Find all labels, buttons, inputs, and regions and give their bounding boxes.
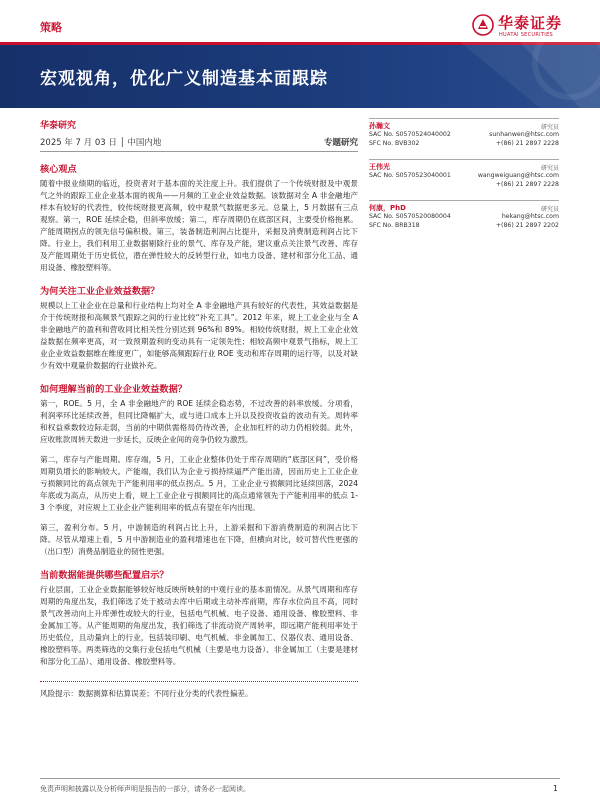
main-column xyxy=(40,118,358,700)
section-paragraph: 规模以上工业企业在总量和行业结构上均对全 A 非金融地产具有较好的代表性，其效益数据是介于传统财报和高频景气跟踪之间的行业比较“补充工具”。2012 年来，规上工业企业与全 A 非金融地产的盈利和营收同比相关性分别达到 96%和 89%。相较传统财报，规上工业企业效益数据在频率更高，对一致预期盈利的变动具有一定领先性；相较高频中观景气指标，规上工业企业效益数据维在维度更广，如能够高频跟踪行业 ROE 变动和库存周期的运行等，以及对缺少有效中观量价数据的行业做补充。 xyxy=(40,301,358,370)
logo-en-text: HUATAI SECURITIES xyxy=(499,32,553,38)
page-number: 1 xyxy=(553,784,558,793)
research-label: 华泰研究 xyxy=(40,121,77,131)
analyst-role: 研究员 xyxy=(540,165,559,172)
section-paragraph: 第三，盈利分布。5 月，中游制造的利润占比上升，上游采掘和下游消费制造的利润占比下降。尽管从增速上看，5 月中游制造业的盈利增速也在下降，但横向对比，较可替代性更强的（出口型）消费品制造业的韧性更强。 xyxy=(40,523,358,556)
analyst-sfc: SFC No. BVB302 xyxy=(369,140,420,147)
page-title: 宏观视角，优化广义制造基本面跟踪 xyxy=(40,69,328,89)
report-category-tag: 策略 xyxy=(40,21,62,34)
report-date-region: 2025 年 7 月 03 日 │ 中国内地 xyxy=(40,138,162,148)
footer-divider xyxy=(40,778,560,779)
huatai-logo xyxy=(472,12,597,42)
analyst-phone: +(86) 21 2897 2228 xyxy=(495,181,559,188)
footer-disclaimer: 免责声明和披露以及分析师声明是报告的一部分，请务必一起阅读。 xyxy=(40,785,250,793)
analyst-sfc: SFC No. BRB318 xyxy=(369,222,420,229)
title-banner xyxy=(0,42,600,108)
analyst-card xyxy=(369,159,559,190)
analyst-role: 研究员 xyxy=(540,124,559,131)
banner-decoration xyxy=(340,42,600,108)
analyst-sidebar xyxy=(369,118,559,241)
section-heading-why: 为何关注工业企业效益数据？ xyxy=(40,286,160,297)
analyst-sac: SAC No. S0570520080004 xyxy=(369,213,451,220)
analyst-email[interactable]: hekang@htsc.com xyxy=(501,213,559,220)
meta-row xyxy=(40,136,358,152)
analyst-card xyxy=(369,118,559,149)
report-type: 专题研究 xyxy=(323,138,358,148)
analyst-name: 孙瀚文 xyxy=(369,122,390,130)
section-paragraph: 第一，ROE。5 月，全 A 非金融地产的 ROE 延续企稳态势，不过改善的斜率放缓。分项看，利润率环比延续改善，但同比降幅扩大，或与进口成本上升以及投资收益的波动有关。周转率和权益乘数较边际走弱，当前的中期供需格局仍待改善，企业加杠杆的动力仍相较弱。此外，应收账款周转天数进一步延长，反映企业间的竞争仍较为激烈。 xyxy=(40,399,358,444)
analyst-phone: +(86) 21 2897 2228 xyxy=(495,140,559,147)
analyst-email[interactable]: sunhanwen@htsc.com xyxy=(489,131,559,138)
analyst-email[interactable]: wangweiguang@htsc.com xyxy=(477,172,559,179)
risk-warning: 风险提示：数据测算和估算误差；不同行业分类的代表性偏差。 xyxy=(40,689,253,698)
section-heading-how: 如何理解当前的工业企业效益数据？ xyxy=(40,384,187,395)
logo-cn-text: 华泰证券 xyxy=(498,14,563,32)
section-paragraph: 行业层面，工业企业数据能够较好地反映所映射的中观行业的基本面情况。从景气周期和库存周期的角度出发，我们筛选了处于被动去库中后期或主动补库前期，库存水位尚且不高，同时景气改善动向上升库弹性或较大的行业，包括电气机械、电子设备、通用设备、橡胶塑料、非金属加工等。从产能周期的角度出发，我们筛选了非流动资产周转率，即远期产能利用率处于历史低位，且动量向上的行业，包括装印刷、电气机械、非金属加工、仪器仪表、通用设备、橡胶塑料等。两类筛选的交集行业包括电气机械（主要是电力设备）、非金属加工（主要是建材和部分化工品）、通用设备、橡胶塑料等。 xyxy=(40,585,358,666)
analyst-sac: SAC No. S0570523040001 xyxy=(369,172,451,179)
section-paragraph: 第二，库存与产能周期。库存端，5 月，工业企业整体仍处于库存周期的“底部区间”，受价格周期负增长的影响较大。产能端，我们认为企业亏损持续逼严产能出清，因而历史上工业企业亏损额同比的高点领先于产能利用率的低点拐点。5 月，工业企业亏损额同比延续回落，2024 年底或为高点，从历史上看，规上工业企业亏损额同比的高点通常领先于产能利用率的低点 1-3 个季度，对应规上工业企业产能利用率的低点有望在年内出现。 xyxy=(40,455,358,512)
analyst-name: 王伟光 xyxy=(369,163,390,171)
analyst-sac: SAC No. S0570524040002 xyxy=(369,131,451,138)
analyst-role: 研究员 xyxy=(540,206,559,213)
analyst-phone: +(86) 21 2897 2202 xyxy=(495,222,559,229)
section-heading-core: 核心观点 xyxy=(40,164,77,175)
analyst-name: 何康，PhD xyxy=(369,204,406,212)
huatai-logo-icon xyxy=(472,14,494,36)
divider xyxy=(40,670,358,682)
analyst-card xyxy=(369,200,559,231)
section-paragraph: 随着中报业绩期的临近，投资者对于基本面的关注度上升。我们提供了一个传统财报及中观景气之外的跟踪工业企业基本面的视角——月频的工业企业效益数据。该数据对全 A 非金融地产样本有较好的代表性，较传统财报更高频，较中观景气数据更多元。总量上，5 月数据有三点观察。第一，ROE 延续企稳，但斜率放缓；第二，库存周期仍在底部区间，主要受价格拖累。产能周期拐点的领先信号偏积极。第三，装备制造利润占比提升，采掘及消费制造利润占比下降。行业上，我们利用工业数据剔除行业的景气、库存及产能，建议重点关注景气改善、库存及产能周期处于历史低位，潜在弹性较大的反转型行业，如电力设备、建材和部分化工品、通用设备、橡胶塑料等。 xyxy=(40,179,358,272)
section-heading-allocation: 当前数据能提供哪些配置启示？ xyxy=(40,570,169,581)
